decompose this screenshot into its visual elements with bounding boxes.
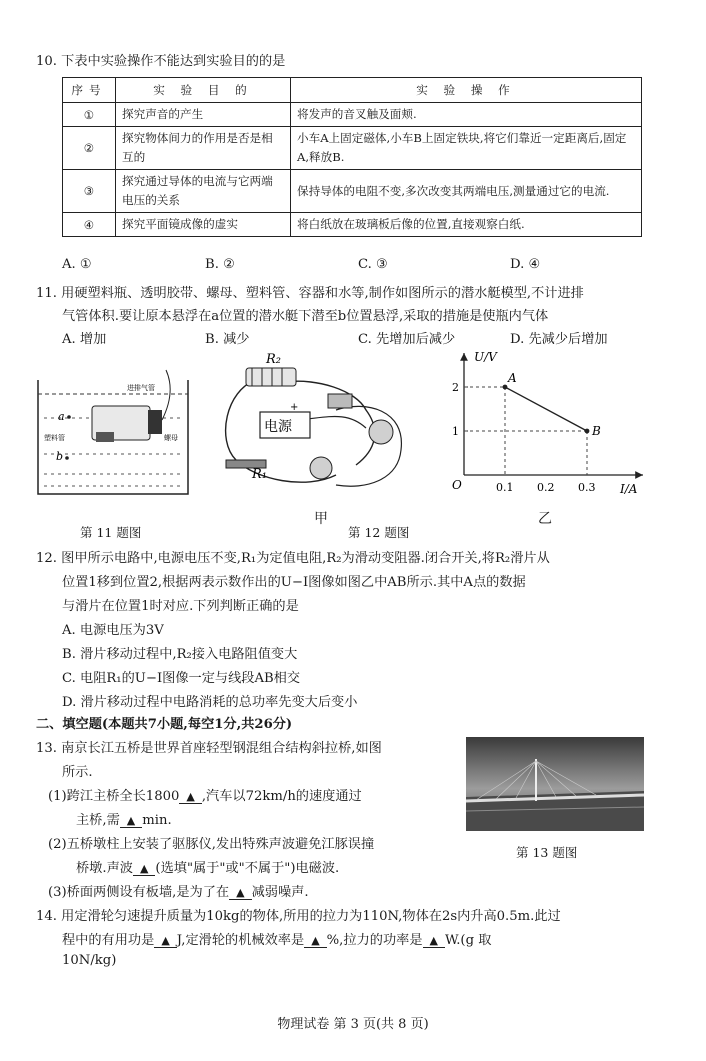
- ui-chart: [448, 345, 658, 505]
- point-b: [585, 429, 590, 434]
- row-goal: 探究物体间力的作用是否是相互的: [116, 127, 291, 170]
- y-axis-label: U/V: [474, 350, 497, 364]
- q10-stem: 10. 下表中实验操作不能达到实验目的的是: [36, 54, 286, 69]
- label-nut: 螺母: [164, 434, 178, 442]
- label-r1: R₁: [252, 467, 267, 482]
- submarine-figure: [36, 362, 200, 502]
- q11-stem-line1: 11. 用硬塑料瓶、透明胶带、螺母、塑料管、容器和水等,制作如图所示的潜水艇模型,不计进排: [36, 286, 584, 301]
- q13-s3b: 减弱噪声.: [251, 885, 309, 900]
- page-footer: 物理试卷 第 3 页(共 8 页): [277, 1017, 429, 1032]
- option-a: A. ①: [62, 257, 92, 272]
- q13-sub1: [48, 785, 362, 804]
- x-axis-label: I/A: [620, 482, 638, 496]
- table-header-row: [63, 78, 642, 103]
- answer-blank[interactable]: ▲: [120, 814, 142, 828]
- q14-line3: 10N/kg): [62, 953, 117, 968]
- row-index: ②: [63, 127, 116, 170]
- option-d: D. 滑片移动过程中电路消耗的总功率先变大后变小: [62, 695, 358, 710]
- point-a: [503, 385, 508, 390]
- bridge-photo: [466, 737, 644, 831]
- q11-stem-line2: 气管体积.要让原本悬浮在a位置的潜水艇下潜至b位置悬浮,采取的措施是使瓶内气体: [62, 309, 549, 324]
- row-operation: 将白纸放在玻璃板后像的位置,直接观察白纸.: [291, 213, 642, 237]
- label-pipe: 进排气管: [127, 384, 155, 392]
- q13-s3a: (3)桥面两侧设有板墙,是为了在: [48, 885, 230, 900]
- label-source: 电源: [264, 419, 292, 435]
- table-row: [63, 127, 642, 170]
- point-label: B: [592, 424, 601, 438]
- option-c: C. 电阻R₁的U−I图像一定与线段AB相交: [62, 671, 301, 686]
- answer-blank[interactable]: ▲: [423, 934, 445, 948]
- figure-12-caption: 第 12 题图: [348, 525, 410, 540]
- option-b: B. 减少: [205, 332, 250, 347]
- label-jia: 甲: [314, 511, 328, 527]
- answer-blank[interactable]: ▲: [154, 934, 176, 948]
- label-b: b: [56, 450, 64, 463]
- option-b: B. 滑片移动过程中,R₂接入电路阻值变大: [62, 647, 298, 662]
- answer-blank[interactable]: ▲: [133, 862, 155, 876]
- origin-label: O: [452, 478, 462, 492]
- point-a: [67, 415, 71, 419]
- q13-s2c: (选填"属于"或"不属于")电磁波.: [155, 861, 340, 876]
- q13-s1d: min.: [142, 813, 172, 828]
- x-tick-label: 0.2: [537, 481, 555, 494]
- row-operation: 将发声的音叉触及面颊.: [291, 103, 642, 127]
- q12-stem-line1: 12. 图甲所示电路中,电源电压不变,R₁为定值电阻,R₂为滑动变阻器.闭合开关,将R₂滑片从: [36, 551, 550, 566]
- figure-13-caption: 第 13 题图: [516, 845, 578, 860]
- answer-blank[interactable]: ▲: [304, 934, 326, 948]
- q14-l2d: W.(g 取: [444, 933, 492, 948]
- table-row: [63, 103, 642, 127]
- row-index: ①: [63, 103, 116, 127]
- table-header: 序号: [63, 78, 116, 103]
- row-index: ④: [63, 213, 116, 237]
- plus-sign: +: [290, 402, 299, 413]
- row-goal: 探究平面镜成像的虚实: [116, 213, 291, 237]
- q13-s1c: 主桥,需: [76, 813, 120, 828]
- q13-s2a: (2)五桥墩柱上安装了驱豚仪,发出特殊声波避免江豚误撞: [48, 837, 375, 852]
- q13-line1: 13. 南京长江五桥是世界首座轻型钢混组合结构斜拉桥,如图: [36, 741, 382, 756]
- q13-sub1-cont: [76, 809, 172, 828]
- y-tick-label: 1: [452, 425, 459, 438]
- option-c: C. 先增加后减少: [358, 332, 456, 347]
- table-row: [63, 213, 642, 237]
- option-a: A. 增加: [62, 332, 107, 347]
- answer-blank[interactable]: ▲: [229, 886, 251, 900]
- q14-l2b: J,定滑轮的机械效率是: [176, 933, 305, 948]
- q13-s1a: (1)跨江主桥全长1800: [48, 789, 180, 804]
- q13-line2: 所示.: [62, 765, 93, 780]
- table-header: 实 验 目 的: [116, 78, 291, 103]
- row-operation: 小车A上固定磁体,小车B上固定铁块,将它们靠近一定距离后,固定A,释放B.: [291, 127, 642, 170]
- row-goal: 探究通过导体的电流与它两端电压的关系: [116, 170, 291, 213]
- figure-11-caption: 第 11 题图: [80, 525, 142, 540]
- row-index: ③: [63, 170, 116, 213]
- label-r2: R₂: [266, 352, 281, 367]
- point-label: A: [508, 371, 517, 385]
- q13-sub2-cont: [76, 857, 339, 876]
- label-a: a: [58, 410, 65, 423]
- circuit-figure: [216, 350, 416, 510]
- option-d: D. ④: [510, 257, 541, 272]
- option-c: C. ③: [358, 257, 388, 272]
- q12-stem-line2: 位置1移到位置2,根据两表示数作出的U−I图像如图乙中AB所示.其中A点的数据: [62, 575, 526, 590]
- x-tick-label: 0.1: [496, 481, 514, 494]
- q14-l2a: 程中的有用功是: [62, 933, 155, 948]
- label-yi: 乙: [538, 511, 552, 527]
- y-tick-label: 2: [452, 381, 459, 394]
- row-goal: 探究声音的产生: [116, 103, 291, 127]
- section-heading: 二、填空题(本题共7小题,每空1分,共26分): [36, 717, 293, 732]
- q12-stem-line3: 与滑片在位置1时对应.下列判断正确的是: [62, 599, 299, 614]
- option-b: B. ②: [205, 257, 235, 272]
- q13-s1b: ,汽车以72km/h的速度通过: [201, 789, 362, 804]
- answer-blank[interactable]: ▲: [179, 790, 201, 804]
- x-tick-label: 0.3: [578, 481, 596, 494]
- q14-line1: 14. 用定滑轮匀速提升质量为10kg的物体,所用的拉力为110N,物体在2s内升高0.5m.此过: [36, 909, 561, 924]
- table-row: [63, 170, 642, 213]
- experiment-table: [62, 77, 642, 237]
- q14-l2c: %,拉力的功率是: [326, 933, 423, 948]
- q13-s2b: 桥墩.声波: [76, 861, 133, 876]
- option-a: A. 电源电压为3V: [62, 623, 164, 638]
- q13-sub3: [48, 881, 309, 900]
- point-b: [65, 456, 69, 460]
- option-d: D. 先减少后增加: [510, 332, 608, 347]
- label-tube: 塑料管: [44, 434, 65, 442]
- row-operation: 保持导体的电阻不变,多次改变其两端电压,测量通过它的电流.: [291, 170, 642, 213]
- segment-ab: [505, 387, 587, 431]
- table-header: 实 验 操 作: [291, 78, 642, 103]
- q14-line2: [62, 929, 491, 948]
